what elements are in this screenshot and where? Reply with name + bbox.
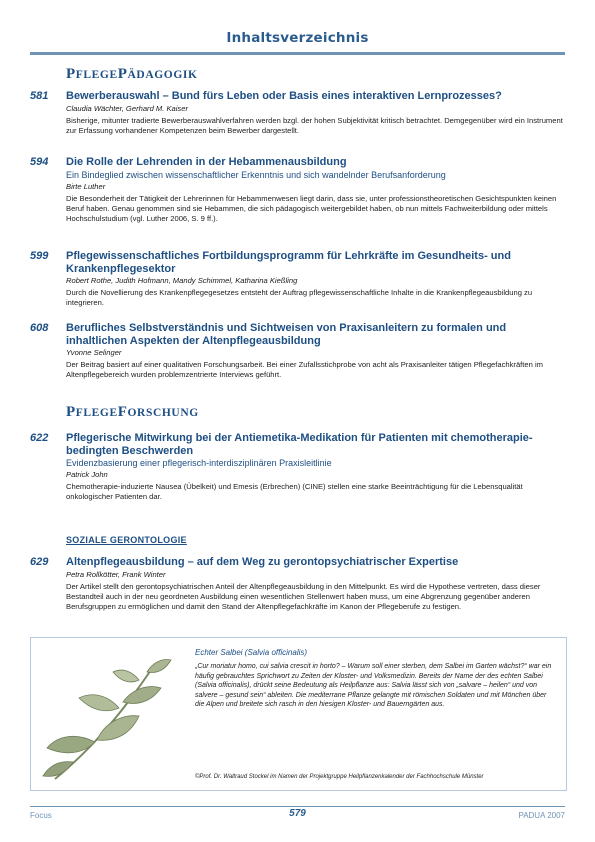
section-cap: P bbox=[117, 66, 128, 82]
entry-subtitle: Ein Bindeglied zwischen wissenschaftlicher Erkenntnis und sich wandelnder Berufsanforderung bbox=[66, 169, 446, 180]
entry-authors: Claudia Wächter, Gerhard M. Kaiser bbox=[66, 103, 188, 113]
section-rest: ORSCHUNG bbox=[127, 407, 199, 419]
entry-title: Altenpflegeausbildung – auf dem Weg zu gerontopsychiatrischer Expertise bbox=[66, 556, 459, 568]
footer-section: Focus bbox=[30, 811, 52, 820]
entry-page-number: 608 bbox=[30, 322, 49, 334]
sage-plant-illustration bbox=[35, 644, 183, 784]
plant-note-credit: ©Prof. Dr. Waltraud Stockel im Namen der Projektgruppe Heilpflanzenkalender der Fachhochschule Münster bbox=[195, 774, 484, 780]
entry-subtitle: Evidenzbasierung einer pflegerisch-interdisziplinären Praxisleitlinie bbox=[66, 458, 332, 468]
toc-entry[interactable] bbox=[30, 322, 565, 380]
entry-authors: Petra Rollkötter, Frank Winter bbox=[66, 569, 166, 579]
entry-authors: Robert Rothe, Judith Hofmann, Mandy Schimmel, Katharina Kießling bbox=[66, 276, 298, 285]
entry-abstract: Bisherige, mitunter tradierte Bewerberauswahlverfahren werden bzgl. der hohen Subjektivität kritisch betrachtet. Demgegenüber wird ein Instrument zur Erfassung vorhandener Kompetenzen beim Bewerber dargestellt. bbox=[66, 115, 563, 135]
toc-entry[interactable] bbox=[30, 156, 565, 224]
toc-entry[interactable] bbox=[30, 90, 565, 136]
plant-note-box bbox=[30, 637, 567, 791]
entry-authors: Patrick John bbox=[66, 470, 108, 479]
entry-abstract: Der Beitrag basiert auf einer qualitativen Forschungsarbeit. Bei einer Zufallsstichprobe von acht als Praxisanleiter tätigen Pflegefachkräften im Altenpflegebereich wurden problemzentrierte Interviews geführt. bbox=[66, 360, 543, 379]
entry-abstract: Die Besonderheit der Tätigkeit der Lehrerinnen für Hebammenwesen liegt darin, dass sie, unter professionstheoretischen Gesichtspunkten keinen Beruf haben. Genau genommen sind sie Hebammen, die sich pädagogisch weitergebildet haben, ob nun mittels Fachweiterbildung oder mittels Hochschulstudium (vgl. Luther 2006, S. 9 ff.). bbox=[66, 193, 557, 223]
entry-page-number: 581 bbox=[30, 90, 49, 102]
footer-page-number: 579 bbox=[289, 808, 306, 819]
toc-entry[interactable] bbox=[30, 250, 565, 308]
plant-note-title: Echter Salbei (Salvia officinalis) bbox=[195, 648, 308, 657]
toc-entry[interactable] bbox=[30, 432, 565, 502]
toc-entry[interactable] bbox=[30, 556, 565, 612]
entry-title: Pflegerische Mitwirkung bei der Antiemetika-Medikation für Patienten mit chemotherapie-bedingten Beschwerden bbox=[66, 432, 533, 457]
section-cap: P bbox=[66, 66, 76, 82]
entry-authors: Birte Luther bbox=[66, 181, 106, 191]
plant-note-text: „Cur moriatur homo, cui salvia crescit in horto? – Warum soll einer sterben, dem Salbei im Garten wächst?“ war ein häufig gebrauchtes Sprichwort zu Zeiten der Kloster- und Volksmedizin. Bereits der Name der des echten Salbei (Salvia officinalis), drückt seine Bedeutung als Heilpflanze aus: Salvia lässt sich von „salvare – heilen“ und von salvere – gesund sein“ ableiten. Die mediterrane Pflanze gelangte mit römischen Soldaten und mit Mönchen über die Alpen und breitete sich rasch in den hiesigen Kloster- und Bauerngärten aus. bbox=[195, 663, 552, 709]
entry-abstract: Der Artikel stellt den gerontopsychiatrischen Anteil der Altenpflegeausbildung in den Mittelpunkt. Es wird die Hypothese vertreten, dass dieser Bestandteil auch in der neu geordneten Ausbildung einen wesentlichen Stellenwert haben muss, um eine Abgrenzung gegenüber anderen Berufsgruppen zu ermöglichen und damit den Stand der Altenpflegefachkräfte im Kanon der Pflegeberufe zu festigen. bbox=[66, 581, 541, 611]
page-title: Inhaltsverzeichnis bbox=[226, 30, 369, 46]
section-heading-paedagogik bbox=[66, 66, 198, 83]
entry-title: Bewerberauswahl – Bund fürs Leben oder Basis eines interaktiven Lernprozesses? bbox=[66, 90, 502, 102]
page-footer bbox=[30, 806, 565, 825]
footer-journal: PADUA 2007 bbox=[518, 811, 565, 820]
entry-title: Die Rolle der Lehrenden in der Hebammenausbildung bbox=[66, 156, 347, 168]
section-rest: FLEGE bbox=[75, 69, 118, 81]
section-rest: FLEGE bbox=[75, 407, 118, 419]
section-cap: F bbox=[117, 404, 128, 420]
entry-page-number: 622 bbox=[30, 432, 49, 444]
entry-page-number: 594 bbox=[30, 156, 49, 168]
entry-page-number: 599 bbox=[30, 250, 49, 262]
entry-title: Pflegewissenschaftliches Fortbildungsprogramm für Lehrkräfte im Gesundheits- und Krankenpflegesektor bbox=[66, 250, 511, 275]
entry-abstract: Chemotherapie-induzierte Nausea (Übelkeit) und Emesis (Erbrechen) (CINE) stellen eine starke Beeinträchtigung für die Lebensqualität onkologischer Patienten dar. bbox=[66, 482, 523, 501]
section-heading-forschung bbox=[66, 404, 199, 421]
entry-abstract: Durch die Novellierung des Krankenpflegegesetzes entsteht der Auftrag pflegewissenschaftliche Inhalte in die Krankenpflegeausbildung zu integrieren. bbox=[66, 288, 533, 307]
section-cap: P bbox=[66, 404, 76, 420]
entry-page-number: 629 bbox=[30, 556, 49, 568]
section-rest: ÄDAGOGIK bbox=[127, 69, 198, 81]
entry-title: Berufliches Selbstverständnis und Sichtweisen von Praxisanleitern zu formalen und inhaltlichen Aspekten der Altenpflegeausbildung bbox=[66, 322, 507, 347]
page-header bbox=[30, 24, 565, 55]
entry-authors: Yvonne Selinger bbox=[66, 348, 122, 357]
section-heading-gerontologie: SOZIALE GERONTOLOGIE bbox=[66, 535, 187, 545]
